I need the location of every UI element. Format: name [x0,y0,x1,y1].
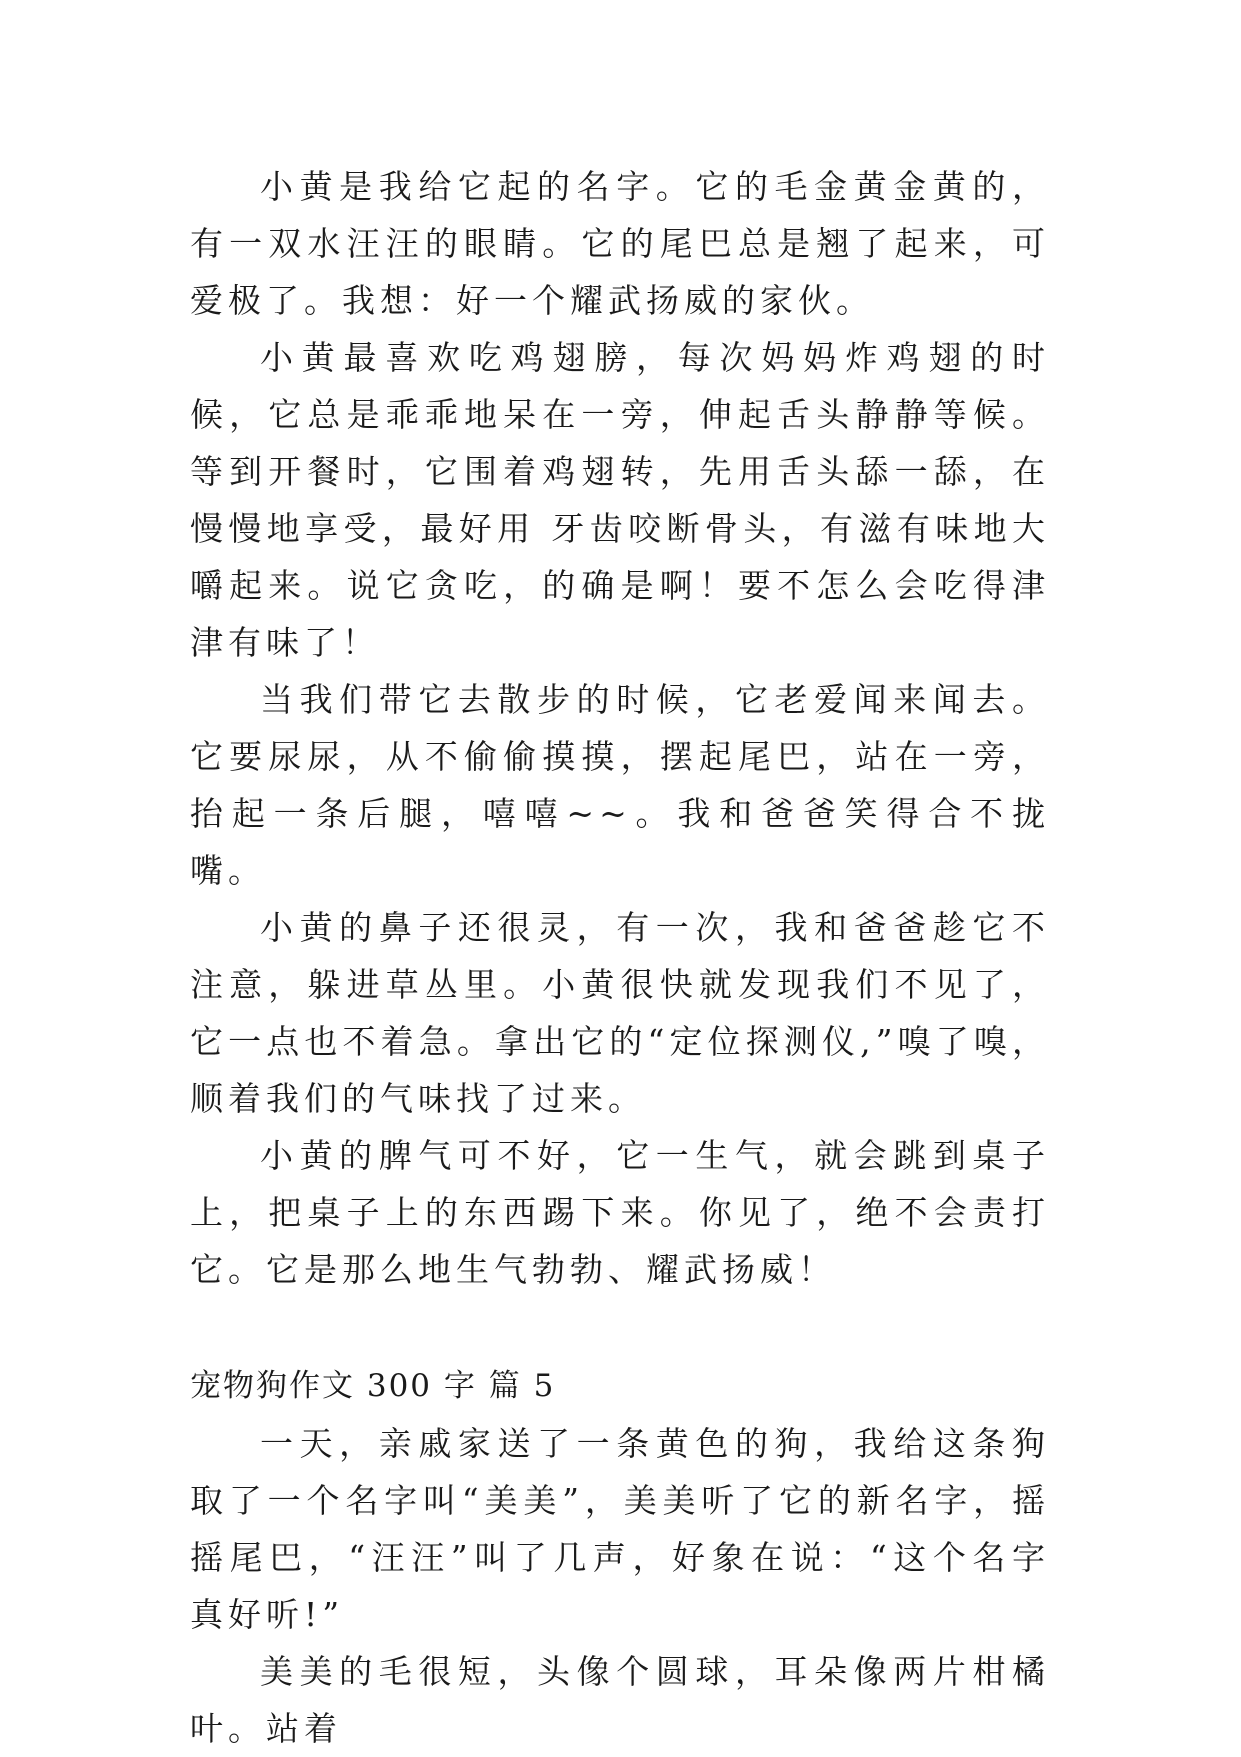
paragraph-eating: 小黄最喜欢吃鸡翅膀，每次妈妈炸鸡翅的时候，它总是乖乖地呆在一旁，伸起舌头静静等候。等到开餐时，它围着鸡翅转，先用舌头舔一舔，在慢慢地享受，最好用 牙齿咬断骨头，有滋有味地大嚼起来。说它贪吃，的确是啊！要不怎么会吃得津津有味了！ [190,338,1050,662]
paragraph-naming: 一天，亲戚家送了一条黄色的狗，我给这条狗取了一个名字叫“美美”，美美听了它的新名字，摇摇尾巴，“汪汪”叫了几声，好象在说：“这个名字真好听!” [190,1424,1050,1634]
paragraph-walking: 当我们带它去散步的时候，它老爱闻来闻去。它要尿尿，从不偷偷摸摸，摆起尾巴，站在一旁，抬起一条后腿，嘻嘻~~。我和爸爸笑得合不拢嘴。 [190,680,1050,890]
paragraph-appearance: 小黄是我给它起的名字。它的毛金黄金黄的，有一双水汪汪的眼睛。它的尾巴总是翘了起来，可爱极了。我想：好一个耀武扬威的家伙。 [190,167,1050,320]
paragraph-temper: 小黄的脾气可不好，它一生气，就会跳到桌子上，把桌子上的东西踢下来。你见了，绝不会责打它。它是那么地生气勃勃、耀武扬威！ [190,1136,1050,1289]
paragraph-description: 美美的毛很短，头像个圆球，耳朵像两片柑橘叶。站着 [190,1652,1050,1748]
section-heading: 宠物狗作文 300 字 篇 5 [190,1368,556,1404]
document-page [190,158,1050,1757]
paragraph-nose: 小黄的鼻子还很灵，有一次，我和爸爸趁它不注意，躲进草丛里。小黄很快就发现我们不见了，它一点也不着急。拿出它的“定位探测仪,”嗅了嗅，顺着我们的气味找了过来。 [190,908,1050,1118]
